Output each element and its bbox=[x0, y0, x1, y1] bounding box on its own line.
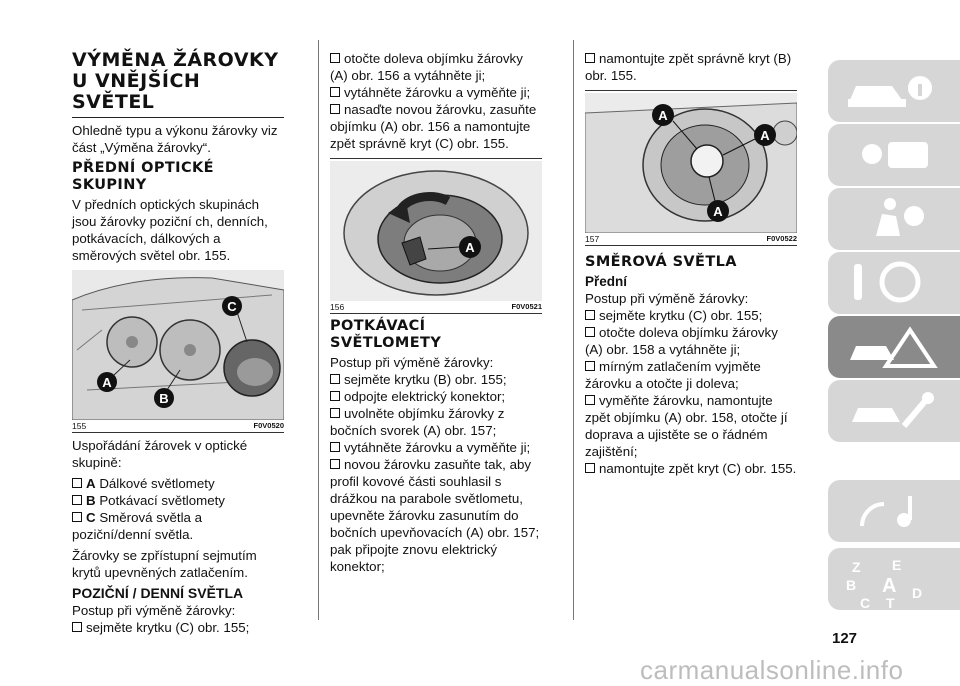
access-text: Žárovky se zpřístupní sejmutím krytů upevněných zatlačením. bbox=[72, 548, 257, 580]
section-title: VÝMĚNA ŽÁROVKY U VNĚJŠÍCH SVĚTEL bbox=[72, 49, 279, 113]
seat-airbag-icon bbox=[842, 194, 942, 244]
column-2 bbox=[330, 50, 542, 575]
fig157-label-a-3: A bbox=[713, 204, 723, 219]
list-item: A Dálkové světlomety bbox=[72, 475, 284, 492]
front-groups-text: V předních optických skupinách jsou žárovky poziční ch, denních, potkávacích, dálkových a směrových světel obr. 155. bbox=[72, 197, 268, 263]
title-rule bbox=[72, 117, 284, 118]
bullet-box-icon bbox=[330, 53, 340, 63]
list-item: mírným zatlačením vyjměte žárovku a otočte ji doleva; bbox=[585, 359, 761, 391]
list-item: namontujte zpět správně kryt (B) obr. 155. bbox=[585, 51, 792, 83]
tab-emergency[interactable] bbox=[828, 316, 960, 378]
turn-intro: Postup při výměně žárovky: bbox=[585, 291, 749, 306]
figure-caption bbox=[72, 420, 284, 432]
list-item: uvolněte objímku žárovky z bočních svorek (A) obr. 157; bbox=[330, 406, 505, 438]
low-beam-bulb-illustration bbox=[585, 93, 797, 233]
list-item: otočte doleva objímku žárovky (A) obr. 158 a vytáhněte ji; bbox=[585, 325, 778, 357]
tab-media[interactable] bbox=[828, 480, 960, 542]
bullet-box-icon bbox=[585, 310, 595, 320]
bullet-box-icon bbox=[585, 361, 595, 371]
column-divider bbox=[573, 40, 574, 620]
bullet-box-icon bbox=[330, 408, 340, 418]
bullet-box-icon bbox=[330, 442, 340, 452]
tab-safety[interactable] bbox=[828, 188, 960, 250]
bullet-box-icon bbox=[585, 53, 595, 63]
fig155-label-b: B bbox=[159, 391, 169, 406]
tab-maintenance[interactable] bbox=[828, 380, 960, 442]
column-divider bbox=[318, 40, 319, 620]
media-icon bbox=[842, 486, 942, 536]
figure-number: 155 bbox=[72, 421, 87, 431]
figure-code: F0V0521 bbox=[511, 302, 542, 311]
svg-text:C: C bbox=[860, 595, 871, 610]
list-item: B Potkávací světlomety bbox=[72, 492, 284, 509]
svg-text:Z: Z bbox=[852, 559, 861, 575]
figure-caption bbox=[330, 301, 542, 313]
list-item: vyměňte žárovku, namontujte zpět objímku (A) obr. 158, otočte jí doprava a ujistěte se o řádném zajištění; bbox=[585, 393, 788, 459]
column-3 bbox=[585, 50, 797, 477]
page-number: 127 bbox=[832, 630, 858, 647]
headlight-illustration bbox=[72, 270, 284, 420]
svg-text:T: T bbox=[886, 595, 895, 610]
list-item: sejměte krytku (C) obr. 155; bbox=[72, 619, 284, 636]
column-1 bbox=[72, 50, 284, 636]
steering-key-icon bbox=[842, 258, 942, 308]
list-item: sejměte krytku (C) obr. 155; bbox=[585, 307, 797, 324]
figure-156 bbox=[330, 158, 542, 314]
position-lights-heading: POZIČNÍ / DENNÍ SVĚTLA bbox=[72, 585, 244, 601]
figure-caption bbox=[585, 233, 797, 245]
bullet-box-icon bbox=[72, 495, 82, 505]
fig156-label-a: A bbox=[465, 240, 475, 255]
bullet-box-icon bbox=[330, 87, 340, 97]
bullet-box-icon bbox=[330, 104, 340, 114]
tab-dashboard[interactable] bbox=[828, 124, 960, 186]
turn-signal-heading: SMĚROVÁ SVĚTLA bbox=[585, 254, 737, 270]
position-intro: Postup při výměně žárovky: bbox=[72, 603, 236, 618]
tab-index[interactable] bbox=[828, 548, 960, 610]
figure-code: F0V0522 bbox=[766, 234, 797, 243]
layout-intro: Uspořádání žárovek v optické skupině: bbox=[72, 438, 248, 470]
list-item: C Směrová světla a poziční/denní světla. bbox=[72, 510, 203, 542]
list-item: sejměte krytku (B) obr. 155; bbox=[330, 371, 542, 388]
tab-car-info[interactable] bbox=[828, 60, 960, 122]
fig157-label-a-1: A bbox=[658, 108, 668, 123]
intro-text: Ohledně typu a výkonu žárovky viz část „Výměna žárovky“. bbox=[72, 123, 278, 155]
svg-text:E: E bbox=[892, 557, 902, 573]
dashboard-lights-icon bbox=[842, 130, 942, 180]
list-item: nasaďte novou žárovku, zasuňte objímku (A) obr. 156 a namontujte zpět správně kryt (C) obr. 155. bbox=[330, 102, 537, 151]
bulb-holder-illustration bbox=[330, 161, 542, 301]
bullet-box-icon bbox=[72, 622, 82, 632]
bullet-box-icon bbox=[72, 478, 82, 488]
fig155-label-c: C bbox=[227, 299, 237, 314]
bullet-box-icon bbox=[585, 395, 595, 405]
list-item: vytáhněte žárovku a vyměňte ji; bbox=[330, 84, 542, 101]
front-groups-heading: PŘEDNÍ OPTICKÉ SKUPINY bbox=[72, 160, 214, 193]
list-item: namontujte zpět kryt (C) obr. 155. bbox=[585, 460, 797, 477]
figure-157 bbox=[585, 90, 797, 246]
svg-text:D: D bbox=[912, 585, 923, 601]
figure-code: F0V0520 bbox=[253, 421, 284, 430]
car-info-icon bbox=[842, 66, 942, 116]
bullet-box-icon bbox=[330, 391, 340, 401]
front-subheading: Přední bbox=[585, 274, 628, 289]
bullet-box-icon bbox=[585, 463, 595, 473]
bullet-box-icon bbox=[330, 374, 340, 384]
wrench-car-icon bbox=[842, 386, 942, 436]
figure-number: 156 bbox=[330, 302, 345, 312]
warning-car-icon bbox=[842, 322, 942, 372]
svg-text:B: B bbox=[846, 577, 857, 593]
fig157-label-a-2: A bbox=[760, 128, 770, 143]
bullet-box-icon bbox=[330, 459, 340, 469]
fig155-label-a: A bbox=[102, 375, 112, 390]
bullet-box-icon bbox=[585, 327, 595, 337]
low-beam-heading: POTKÁVACÍ SVĚTLOMETY bbox=[330, 318, 442, 351]
watermark: carmanualsonline.info bbox=[640, 655, 904, 685]
tab-driving[interactable] bbox=[828, 252, 960, 314]
low-beam-intro: Postup při výměně žárovky: bbox=[330, 355, 494, 370]
list-item: odpojte elektrický konektor; bbox=[330, 388, 542, 405]
index-letters-icon bbox=[842, 554, 942, 610]
svg-text:A: A bbox=[882, 575, 897, 597]
list-item: novou žárovku zasuňte tak, aby profil kovové části souhlasil s drážkou na parabole světlometu, upevněte žárovku zasunutím do bočních upevňovacích (A) obr. 157; pak připojte znovu elektrický konektor; bbox=[330, 457, 540, 574]
figure-number: 157 bbox=[585, 234, 600, 244]
figure-155 bbox=[72, 270, 284, 433]
bullet-box-icon bbox=[72, 512, 82, 522]
list-item: vytáhněte žárovku a vyměňte ji; bbox=[330, 439, 542, 456]
list-item: otočte doleva objímku žárovky (A) obr. 156 a vytáhněte ji; bbox=[330, 51, 523, 83]
